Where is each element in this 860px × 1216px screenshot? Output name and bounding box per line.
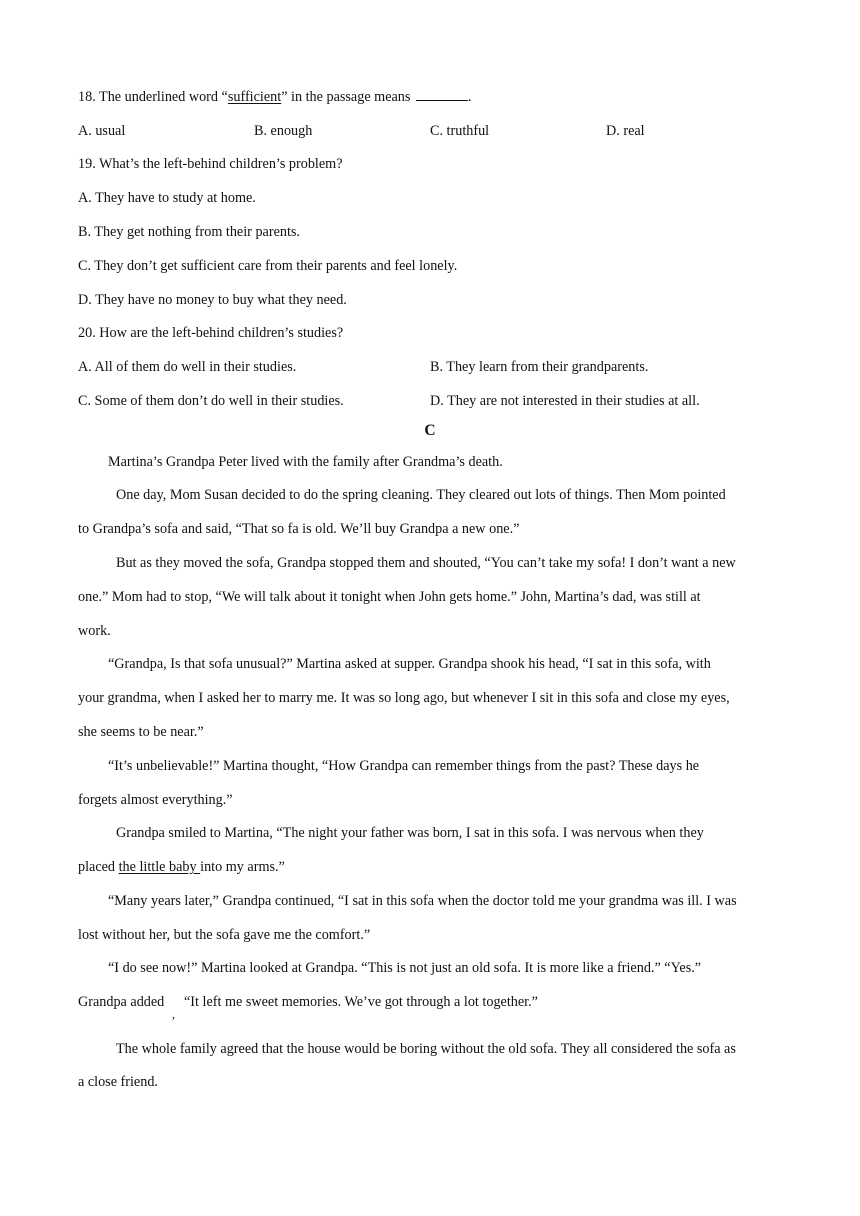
added-line-suffix: “It left me sweet memories. We’ve got through a lot together.” [184,994,538,1010]
passage-line: “Grandpa, Is that sofa unusual?” Martina asked at supper. Grandpa shook his head, “I sat in this sofa, with [108,656,711,672]
q18-mid: ” in the passage means [281,89,414,105]
passage-line: she seems to be near.” [78,724,204,740]
q18-option-a: A. usual [78,123,126,139]
passage-line: lost without her, but the sofa gave me the comfort.” [78,927,371,943]
question-19-stem: 19. What’s the left-behind children’s problem? [78,156,343,172]
passage-line: Grandpa smiled to Martina, “The night your father was born, I sat in this sofa. I was nervous when they [116,825,704,841]
q18-option-b: B. enough [254,123,313,139]
baby-line-suffix: into my arms.” [200,859,285,875]
added-line-prefix: Grandpa added [78,994,165,1010]
answer-blank [416,88,468,101]
passage-line: a close friend. [78,1074,158,1090]
passage-line-added [78,993,164,1011]
stray-comma: , [172,1007,175,1021]
q18-option-c: C. truthful [430,123,490,139]
q18-underlined-word: sufficient [227,89,282,105]
passage-line: “It’s unbelievable!” Martina thought, “How Grandpa can remember things from the past? These days he [108,758,700,774]
passage-line: your grandma, when I asked her to marry me. It was so long ago, but whenever I sit in this sofa and close my eyes, [78,690,730,706]
q18-end: . [467,89,472,105]
q20-option-b: B. They learn from their grandparents. [430,359,649,375]
q19-option-c: C. They don’t get sufficient care from their parents and feel lonely. [78,258,458,274]
question-18-stem [78,88,472,106]
passage-line: “Many years later,” Grandpa continued, “I sat in this sofa when the doctor told me your grandma was ill. I was [108,893,737,909]
q19-option-b: B. They get nothing from their parents. [78,224,300,240]
passage-line: But as they moved the sofa, Grandpa stopped them and shouted, “You can’t take my sofa! I don’t want a new [116,555,736,571]
passage-line: forgets almost everything.” [78,792,233,808]
passage-line: “I do see now!” Martina looked at Grandpa. “This is not just an old sofa. It is more like a friend.” “Yes.” [108,960,702,976]
q19-option-d: D. They have no money to buy what they need. [78,292,347,308]
passage-line: Martina’s Grandpa Peter lived with the family after Grandma’s death. [108,454,503,470]
passage-line: work. [78,623,111,639]
passage-line: The whole family agreed that the house would be boring without the old sofa. They all considered the sofa as [116,1041,736,1057]
q18-option-d: D. real [606,123,645,139]
passage-line: to Grandpa’s sofa and said, “That so fa is old. We’ll buy Grandpa a new one.” [78,521,520,537]
q19-option-a: A. They have to study at home. [78,190,256,206]
q20-option-a: A. All of them do well in their studies. [78,359,297,375]
underlined-phrase: the little baby [118,859,201,875]
passage-line-underlined [78,858,285,876]
q20-option-d: D. They are not interested in their studies at all. [430,393,700,409]
q18-prefix: 18. The underlined word “ [78,89,228,105]
q20-option-c: C. Some of them don’t do well in their studies. [78,393,344,409]
baby-line-prefix: placed [78,859,119,875]
passage-line: one.” Mom had to stop, “We will talk about it tonight when John gets home.” John, Martina’s dad, was still at [78,589,701,605]
question-20-stem: 20. How are the left-behind children’s studies? [78,325,344,341]
passage-line: One day, Mom Susan decided to do the spring cleaning. They cleared out lots of things. Then Mom pointed [116,487,726,503]
section-heading: C [424,422,436,439]
